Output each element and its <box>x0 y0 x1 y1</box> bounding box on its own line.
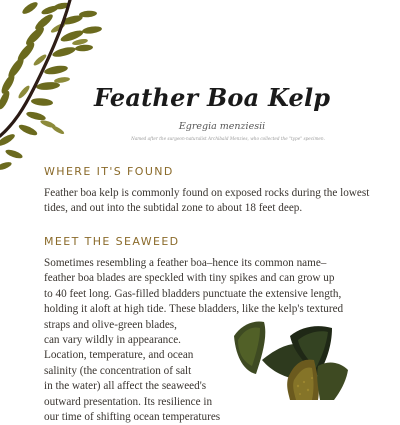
name-caption: Named after the surgeon-naturalist Archibald Menzies, who collected the "type" specimen. <box>131 136 325 141</box>
body-line: in the water) all affect the seaweed's <box>44 380 207 393</box>
section-body-where-found: Feather boa kelp is commonly found on exposed rocks during the lowest tides, and out into the subtidal zone to about 18 feet deep. <box>44 187 370 215</box>
body-line: salinity (the concentration of salt <box>44 364 192 377</box>
body-line: our time of shifting ocean temperatures <box>44 411 221 424</box>
body-line: to 40 feet long. Gas-filled bladders punctuate the extensive length, <box>44 287 342 300</box>
kelp-illustration-bottom <box>228 316 400 400</box>
body-line: feather boa blades are speckled with tiny spikes and can grow up <box>44 272 335 285</box>
body-line: Sometimes resembling a feather boa–hence its common name– <box>44 257 327 269</box>
body-line: can vary wildly in appearance. <box>44 334 181 347</box>
body-line: outward presentation. Its resilience in <box>44 395 213 408</box>
section-heading-meet-seaweed: MEET THE SEAWEED <box>44 235 180 248</box>
body-line: holding it aloft at high tide. These bladders, like the kelp's textured <box>44 303 344 316</box>
section-heading-where-found: WHERE IT'S FOUND <box>44 165 174 178</box>
page-title: Feather Boa Kelp <box>94 83 331 112</box>
body-line: Location, temperature, and ocean <box>44 349 194 362</box>
scientific-name: Egregia menziesii <box>178 121 266 132</box>
body-line: straps and olive-green blades, <box>44 318 177 331</box>
